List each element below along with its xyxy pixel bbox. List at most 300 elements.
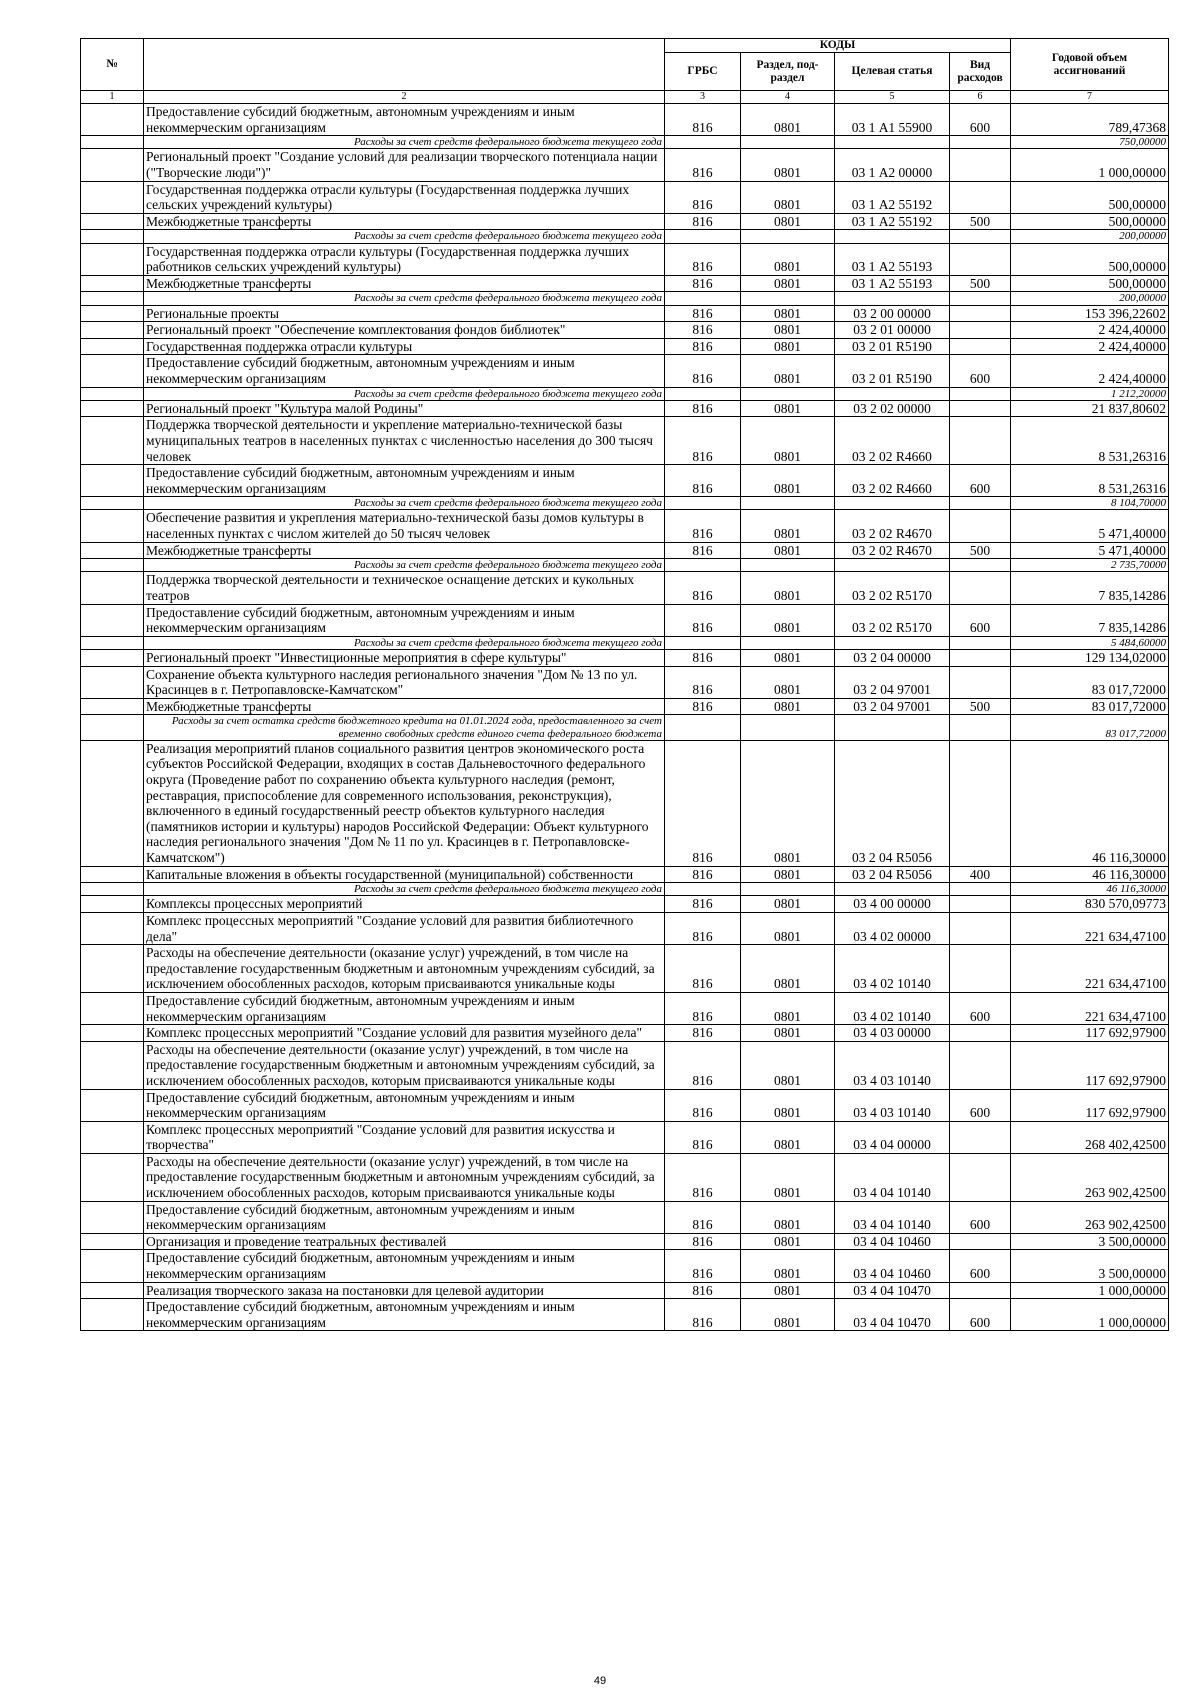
section-code-cell: 0801 (741, 213, 835, 230)
expense-name-cell: Расходы на обеспечение деятельности (оказание услуг) учреждений, в том числе на предоставление государственным бюджетным и автономным учреждениям субсидий, за исключением обособленных расходов, которым присваиваются уникальные коды (144, 1041, 665, 1089)
annual-amount-cell: 263 902,42500 (1011, 1153, 1169, 1201)
expense-name-cell: Расходы за счет средств федерального бюджета текущего года (144, 497, 665, 510)
table-row (81, 1299, 1169, 1331)
annual-amount-cell: 1 000,00000 (1011, 1299, 1169, 1331)
table-row (81, 1282, 1169, 1299)
target-code-cell: 03 4 04 10460 (835, 1233, 950, 1250)
grbs-code-cell: 816 (665, 866, 741, 883)
table-row (81, 305, 1169, 322)
row-index-cell (81, 149, 144, 181)
table-row (81, 896, 1169, 913)
section-code-cell: 0801 (741, 338, 835, 355)
target-code-cell: 03 4 04 10470 (835, 1282, 950, 1299)
grbs-code-cell: 816 (665, 945, 741, 993)
expense-name-cell: Расходы за счет остатка средств бюджетного кредита на 01.01.2024 года, предоставленного за счет временно свободных средств единого счета федерального бюджета (144, 715, 665, 740)
target-code-cell (835, 636, 950, 649)
exptype-code-cell: 400 (950, 866, 1011, 883)
header-name-column (144, 39, 665, 91)
expense-name-cell: Региональные проекты (144, 305, 665, 322)
row-index-cell (81, 1089, 144, 1121)
annual-amount-cell: 7 835,14286 (1011, 572, 1169, 604)
expense-name-cell: Региональный проект "Обеспечение комплектования фондов библиотек" (144, 322, 665, 339)
section-code-cell: 0801 (741, 698, 835, 715)
target-code-cell: 03 2 02 R4670 (835, 510, 950, 542)
row-index-cell (81, 338, 144, 355)
header-num-6: 6 (950, 91, 1011, 104)
row-index-cell (81, 136, 144, 149)
section-code-cell: 0801 (741, 275, 835, 292)
exptype-code-cell (950, 715, 1011, 740)
expense-name-cell: Межбюджетные трансферты (144, 542, 665, 559)
section-code-cell: 0801 (741, 400, 835, 417)
section-code-cell: 0801 (741, 355, 835, 387)
section-code-cell: 0801 (741, 1121, 835, 1153)
table-row (81, 355, 1169, 387)
grbs-code-cell: 816 (665, 1121, 741, 1153)
section-code-cell: 0801 (741, 181, 835, 213)
section-code-cell: 0801 (741, 542, 835, 559)
target-code-cell: 03 4 03 10140 (835, 1089, 950, 1121)
row-index-cell (81, 417, 144, 465)
header-num-3: 3 (665, 91, 741, 104)
row-index-cell (81, 866, 144, 883)
row-index-cell (81, 883, 144, 896)
grbs-code-cell: 816 (665, 698, 741, 715)
expense-name-cell: Межбюджетные трансферты (144, 275, 665, 292)
grbs-code-cell: 816 (665, 400, 741, 417)
row-index-cell (81, 243, 144, 275)
section-code-cell: 0801 (741, 1025, 835, 1042)
target-code-cell: 03 1 А1 55900 (835, 104, 950, 136)
header-exptype: Вид расходов (950, 53, 1011, 91)
annual-amount-cell: 5 484,60000 (1011, 636, 1169, 649)
target-code-cell: 03 4 02 10140 (835, 992, 950, 1024)
exptype-code-cell (950, 1121, 1011, 1153)
annual-amount-cell: 117 692,97900 (1011, 1089, 1169, 1121)
annual-amount-cell: 83 017,72000 (1011, 666, 1169, 698)
annual-amount-cell: 7 835,14286 (1011, 604, 1169, 636)
target-code-cell: 03 4 04 10140 (835, 1201, 950, 1233)
target-code-cell (835, 559, 950, 572)
table-row (81, 1233, 1169, 1250)
target-code-cell (835, 136, 950, 149)
grbs-code-cell: 816 (665, 305, 741, 322)
target-code-cell: 03 1 А2 00000 (835, 149, 950, 181)
row-index-cell (81, 275, 144, 292)
table-row (81, 572, 1169, 604)
target-code-cell (835, 387, 950, 400)
exptype-code-cell (950, 1233, 1011, 1250)
annual-amount-cell: 830 570,09773 (1011, 896, 1169, 913)
section-code-cell: 0801 (741, 945, 835, 993)
target-code-cell: 03 2 04 R5056 (835, 740, 950, 866)
header-no: № (81, 39, 144, 91)
row-index-cell (81, 1282, 144, 1299)
exptype-code-cell (950, 666, 1011, 698)
row-index-cell (81, 698, 144, 715)
exptype-code-cell: 600 (950, 104, 1011, 136)
annual-amount-cell: 2 424,40000 (1011, 338, 1169, 355)
exptype-code-cell (950, 387, 1011, 400)
grbs-code-cell (665, 883, 741, 896)
exptype-code-cell (950, 572, 1011, 604)
row-index-cell (81, 181, 144, 213)
table-row (81, 243, 1169, 275)
target-code-cell: 03 4 04 10140 (835, 1153, 950, 1201)
table-row (81, 465, 1169, 497)
table-row-federal-note (81, 559, 1169, 572)
row-index-cell (81, 740, 144, 866)
target-code-cell (835, 715, 950, 740)
grbs-code-cell: 816 (665, 896, 741, 913)
annual-amount-cell: 200,00000 (1011, 292, 1169, 305)
grbs-code-cell: 816 (665, 243, 741, 275)
table-row (81, 945, 1169, 993)
expense-name-cell: Комплексы процессных мероприятий (144, 896, 665, 913)
row-index-cell (81, 1299, 144, 1331)
row-index-cell (81, 559, 144, 572)
table-row (81, 322, 1169, 339)
header-grbs: ГРБС (665, 53, 741, 91)
grbs-code-cell: 816 (665, 355, 741, 387)
table-row (81, 1121, 1169, 1153)
table-row (81, 1153, 1169, 1201)
annual-amount-cell: 8 104,70000 (1011, 497, 1169, 510)
target-code-cell (835, 292, 950, 305)
table-row (81, 666, 1169, 698)
section-code-cell: 0801 (741, 650, 835, 667)
section-code-cell (741, 292, 835, 305)
annual-amount-cell: 200,00000 (1011, 230, 1169, 243)
target-code-cell (835, 883, 950, 896)
table-row (81, 740, 1169, 866)
exptype-code-cell (950, 292, 1011, 305)
expense-name-cell: Расходы за счет средств федерального бюджета текущего года (144, 559, 665, 572)
grbs-code-cell (665, 136, 741, 149)
section-code-cell: 0801 (741, 104, 835, 136)
row-index-cell (81, 542, 144, 559)
exptype-code-cell (950, 136, 1011, 149)
annual-amount-cell: 221 634,47100 (1011, 912, 1169, 944)
exptype-code-cell (950, 636, 1011, 649)
section-code-cell: 0801 (741, 322, 835, 339)
exptype-code-cell: 600 (950, 992, 1011, 1024)
annual-amount-cell: 2 424,40000 (1011, 322, 1169, 339)
target-code-cell: 03 2 02 R4670 (835, 542, 950, 559)
target-code-cell: 03 4 03 00000 (835, 1025, 950, 1042)
exptype-code-cell (950, 1282, 1011, 1299)
exptype-code-cell (950, 510, 1011, 542)
annual-amount-cell: 221 634,47100 (1011, 992, 1169, 1024)
row-index-cell (81, 322, 144, 339)
grbs-code-cell: 816 (665, 740, 741, 866)
annual-amount-cell: 3 500,00000 (1011, 1233, 1169, 1250)
expense-name-cell: Региональный проект "Инвестиционные мероприятия в сфере культуры" (144, 650, 665, 667)
exptype-code-cell: 600 (950, 1299, 1011, 1331)
exptype-code-cell: 500 (950, 213, 1011, 230)
annual-amount-cell: 5 471,40000 (1011, 510, 1169, 542)
grbs-code-cell: 816 (665, 992, 741, 1024)
grbs-code-cell: 816 (665, 666, 741, 698)
exptype-code-cell: 500 (950, 542, 1011, 559)
row-index-cell (81, 292, 144, 305)
grbs-code-cell: 816 (665, 104, 741, 136)
header-num-7: 7 (1011, 91, 1169, 104)
section-code-cell: 0801 (741, 1153, 835, 1201)
target-code-cell: 03 4 04 10460 (835, 1250, 950, 1282)
exptype-code-cell (950, 883, 1011, 896)
grbs-code-cell: 816 (665, 650, 741, 667)
table-row (81, 650, 1169, 667)
exptype-code-cell: 500 (950, 275, 1011, 292)
annual-amount-cell: 1 212,20000 (1011, 387, 1169, 400)
header-num-4: 4 (741, 91, 835, 104)
annual-amount-cell: 2 735,70000 (1011, 559, 1169, 572)
section-code-cell: 0801 (741, 572, 835, 604)
exptype-code-cell: 500 (950, 698, 1011, 715)
annual-amount-cell: 750,00000 (1011, 136, 1169, 149)
annual-amount-cell: 117 692,97900 (1011, 1041, 1169, 1089)
expense-name-cell: Расходы за счет средств федерального бюджета текущего года (144, 883, 665, 896)
grbs-code-cell: 816 (665, 417, 741, 465)
expense-name-cell: Государственная поддержка отрасли культуры (144, 338, 665, 355)
exptype-code-cell (950, 400, 1011, 417)
expense-name-cell: Предоставление субсидий бюджетным, автономным учреждениям и иным некоммерческим организациям (144, 1201, 665, 1233)
row-index-cell (81, 715, 144, 740)
exptype-code-cell (950, 1041, 1011, 1089)
section-code-cell: 0801 (741, 912, 835, 944)
target-code-cell: 03 1 А2 55192 (835, 213, 950, 230)
grbs-code-cell: 816 (665, 572, 741, 604)
section-code-cell: 0801 (741, 1250, 835, 1282)
table-header (81, 39, 1169, 104)
row-index-cell (81, 213, 144, 230)
exptype-code-cell (950, 417, 1011, 465)
row-index-cell (81, 666, 144, 698)
table-row (81, 149, 1169, 181)
exptype-code-cell (950, 650, 1011, 667)
section-code-cell: 0801 (741, 992, 835, 1024)
target-code-cell: 03 1 А2 55193 (835, 243, 950, 275)
page-number: 49 (593, 1675, 607, 1687)
target-code-cell: 03 2 00 00000 (835, 305, 950, 322)
section-code-cell: 0801 (741, 866, 835, 883)
expense-name-cell: Предоставление субсидий бюджетным, автономным учреждениям и иным некоммерческим организациям (144, 604, 665, 636)
table-row (81, 604, 1169, 636)
section-code-cell: 0801 (741, 305, 835, 322)
section-code-cell (741, 559, 835, 572)
row-index-cell (81, 230, 144, 243)
row-index-cell (81, 912, 144, 944)
section-code-cell: 0801 (741, 666, 835, 698)
annual-amount-cell: 8 531,26316 (1011, 417, 1169, 465)
annual-amount-cell: 83 017,72000 (1011, 698, 1169, 715)
annual-amount-cell: 8 531,26316 (1011, 465, 1169, 497)
table-row-federal-note (81, 387, 1169, 400)
annual-amount-cell: 268 402,42500 (1011, 1121, 1169, 1153)
exptype-code-cell: 600 (950, 1201, 1011, 1233)
section-code-cell (741, 497, 835, 510)
row-index-cell (81, 1201, 144, 1233)
section-code-cell: 0801 (741, 1233, 835, 1250)
row-index-cell (81, 572, 144, 604)
expense-name-cell: Обеспечение развития и укрепления материально-технической базы домов культуры в населенных пунктах с числом жителей до 50 тысяч человек (144, 510, 665, 542)
expense-name-cell: Расходы за счет средств федерального бюджета текущего года (144, 230, 665, 243)
exptype-code-cell (950, 896, 1011, 913)
row-index-cell (81, 355, 144, 387)
expense-name-cell: Комплекс процессных мероприятий "Создание условий для развития библиотечного дела" (144, 912, 665, 944)
exptype-code-cell (950, 305, 1011, 322)
row-index-cell (81, 1121, 144, 1153)
section-code-cell: 0801 (741, 510, 835, 542)
exptype-code-cell (950, 559, 1011, 572)
exptype-code-cell (950, 740, 1011, 866)
target-code-cell: 03 2 01 R5190 (835, 355, 950, 387)
annual-amount-cell: 5 471,40000 (1011, 542, 1169, 559)
exptype-code-cell (950, 181, 1011, 213)
row-index-cell (81, 992, 144, 1024)
grbs-code-cell: 816 (665, 1282, 741, 1299)
annual-amount-cell: 46 116,30000 (1011, 866, 1169, 883)
table-row (81, 510, 1169, 542)
target-code-cell: 03 2 01 R5190 (835, 338, 950, 355)
expense-name-cell: Комплекс процессных мероприятий "Создание условий для развития искусства и творчества" (144, 1121, 665, 1153)
header-num-5: 5 (835, 91, 950, 104)
table-row (81, 992, 1169, 1024)
exptype-code-cell: 600 (950, 1250, 1011, 1282)
section-code-cell: 0801 (741, 604, 835, 636)
expense-name-cell: Организация и проведение театральных фестивалей (144, 1233, 665, 1250)
target-code-cell: 03 1 А2 55192 (835, 181, 950, 213)
annual-amount-cell: 153 396,22602 (1011, 305, 1169, 322)
expense-name-cell: Капитальные вложения в объекты государственной (муниципальной) собственности (144, 866, 665, 883)
row-index-cell (81, 945, 144, 993)
table-row-federal-note (81, 230, 1169, 243)
table-row (81, 275, 1169, 292)
target-code-cell: 03 2 04 97001 (835, 666, 950, 698)
section-code-cell (741, 636, 835, 649)
exptype-code-cell: 600 (950, 604, 1011, 636)
target-code-cell: 03 2 01 00000 (835, 322, 950, 339)
grbs-code-cell: 816 (665, 542, 741, 559)
section-code-cell (741, 136, 835, 149)
target-code-cell: 03 4 03 10140 (835, 1041, 950, 1089)
table-row (81, 698, 1169, 715)
target-code-cell: 03 4 00 00000 (835, 896, 950, 913)
grbs-code-cell: 816 (665, 149, 741, 181)
row-index-cell (81, 1250, 144, 1282)
annual-amount-cell: 3 500,00000 (1011, 1250, 1169, 1282)
target-code-cell: 03 4 04 10470 (835, 1299, 950, 1331)
grbs-code-cell: 816 (665, 604, 741, 636)
section-code-cell: 0801 (741, 1041, 835, 1089)
annual-amount-cell: 1 000,00000 (1011, 1282, 1169, 1299)
section-code-cell (741, 883, 835, 896)
grbs-code-cell (665, 387, 741, 400)
grbs-code-cell: 816 (665, 1233, 741, 1250)
exptype-code-cell (950, 230, 1011, 243)
expense-name-cell: Расходы за счет средств федерального бюджета текущего года (144, 636, 665, 649)
section-code-cell: 0801 (741, 1299, 835, 1331)
target-code-cell: 03 2 02 R5170 (835, 572, 950, 604)
target-code-cell: 03 2 04 R5056 (835, 866, 950, 883)
row-index-cell (81, 400, 144, 417)
row-index-cell (81, 387, 144, 400)
expense-name-cell: Поддержка творческой деятельности и укрепление материально-технической базы муниципальных театров в населенных пунктах с численностью населения до 300 тысяч человек (144, 417, 665, 465)
header-num-2: 2 (144, 91, 665, 104)
annual-amount-cell: 221 634,47100 (1011, 945, 1169, 993)
exptype-code-cell: 600 (950, 1089, 1011, 1121)
row-index-cell (81, 650, 144, 667)
section-code-cell: 0801 (741, 1201, 835, 1233)
budget-sheet (80, 38, 1168, 1331)
expense-name-cell: Предоставление субсидий бюджетным, автономным учреждениям и иным некоммерческим организациям (144, 1250, 665, 1282)
section-code-cell: 0801 (741, 896, 835, 913)
section-code-cell: 0801 (741, 417, 835, 465)
grbs-code-cell: 816 (665, 1201, 741, 1233)
grbs-code-cell (665, 636, 741, 649)
annual-amount-cell: 500,00000 (1011, 243, 1169, 275)
row-index-cell (81, 896, 144, 913)
expense-name-cell: Предоставление субсидий бюджетным, автономным учреждениям и иным некоммерческим организациям (144, 465, 665, 497)
target-code-cell: 03 4 04 00000 (835, 1121, 950, 1153)
grbs-code-cell: 816 (665, 912, 741, 944)
grbs-code-cell (665, 230, 741, 243)
table-row (81, 213, 1169, 230)
section-code-cell (741, 230, 835, 243)
exptype-code-cell (950, 322, 1011, 339)
section-code-cell (741, 387, 835, 400)
grbs-code-cell: 816 (665, 510, 741, 542)
grbs-code-cell (665, 715, 741, 740)
annual-amount-cell: 2 424,40000 (1011, 355, 1169, 387)
target-code-cell (835, 497, 950, 510)
section-code-cell: 0801 (741, 740, 835, 866)
table-row (81, 181, 1169, 213)
grbs-code-cell: 816 (665, 1089, 741, 1121)
grbs-code-cell: 816 (665, 181, 741, 213)
row-index-cell (81, 1025, 144, 1042)
table-row-federal-note (81, 883, 1169, 896)
row-index-cell (81, 510, 144, 542)
table-row (81, 1025, 1169, 1042)
expense-name-cell: Поддержка творческой деятельности и техническое оснащение детских и кукольных театров (144, 572, 665, 604)
exptype-code-cell (950, 243, 1011, 275)
table-row (81, 1250, 1169, 1282)
table-row-federal-note (81, 715, 1169, 740)
section-code-cell: 0801 (741, 465, 835, 497)
target-code-cell (835, 230, 950, 243)
table-row (81, 338, 1169, 355)
target-code-cell: 03 4 02 00000 (835, 912, 950, 944)
table-row-federal-note (81, 292, 1169, 305)
expense-name-cell: Региональный проект "Создание условий для реализации творческого потенциала нации ("Творческие люди")" (144, 149, 665, 181)
table-row (81, 1201, 1169, 1233)
annual-amount-cell: 129 134,02000 (1011, 650, 1169, 667)
row-index-cell (81, 497, 144, 510)
annual-amount-cell: 117 692,97900 (1011, 1025, 1169, 1042)
grbs-code-cell: 816 (665, 275, 741, 292)
expense-name-cell: Государственная поддержка отрасли культуры (Государственная поддержка лучших сельских учреждений культуры) (144, 181, 665, 213)
target-code-cell: 03 2 02 R5170 (835, 604, 950, 636)
grbs-code-cell: 816 (665, 1299, 741, 1331)
expense-name-cell: Расходы на обеспечение деятельности (оказание услуг) учреждений, в том числе на предоставление государственным бюджетным и автономным учреждениям субсидий, за исключением обособленных расходов, которым присваиваются уникальные коды (144, 945, 665, 993)
annual-amount-cell: 789,47368 (1011, 104, 1169, 136)
expense-name-cell: Реализация творческого заказа на постановки для целевой аудитории (144, 1282, 665, 1299)
annual-amount-cell: 500,00000 (1011, 213, 1169, 230)
expense-name-cell: Региональный проект "Культура малой Родины" (144, 400, 665, 417)
expense-name-cell: Государственная поддержка отрасли культуры (Государственная поддержка лучших работников сельских учреждений культуры) (144, 243, 665, 275)
